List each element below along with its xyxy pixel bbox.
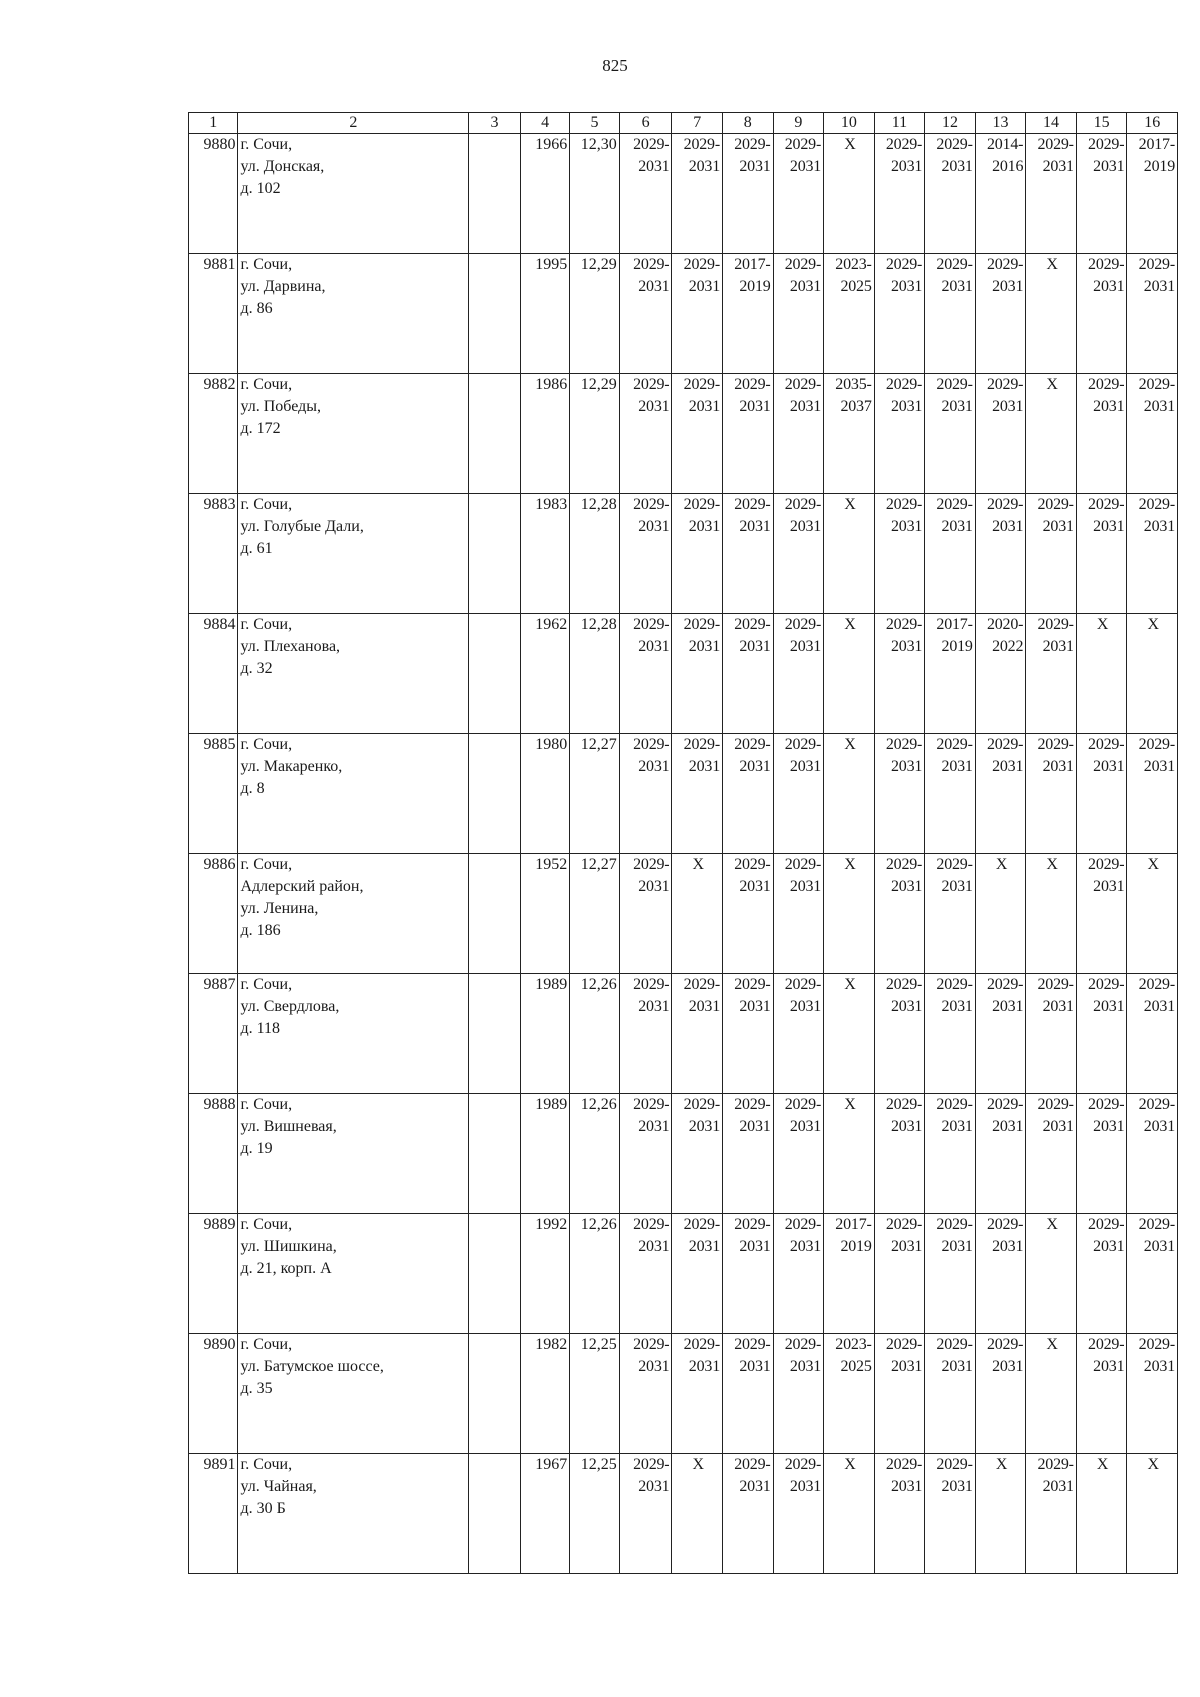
table-row	[189, 1454, 1178, 1574]
period-cell-col-10: Х	[824, 134, 875, 254]
table-row	[189, 134, 1178, 254]
period-cell-col-9: 2029- 2031	[773, 374, 824, 494]
period-cell-col-16: Х	[1127, 614, 1178, 734]
period-cell-col-12: 2029- 2031	[925, 134, 976, 254]
year-cell: 1962	[520, 614, 569, 734]
period-cell-col-11: 2029- 2031	[874, 854, 925, 974]
period-cell-col-16: Х	[1127, 854, 1178, 974]
period-cell-col-6: 2029- 2031	[619, 374, 672, 494]
value-cell: 12,30	[570, 134, 619, 254]
period-cell-col-8: 2029- 2031	[723, 374, 774, 494]
period-cell-col-11: 2029- 2031	[874, 1214, 925, 1334]
period-cell-col-6: 2029- 2031	[619, 1214, 672, 1334]
period-cell-col-10: Х	[824, 1094, 875, 1214]
record-number: 9883	[189, 494, 238, 614]
period-cell-col-7: 2029- 2031	[672, 974, 723, 1094]
period-cell-col-9: 2029- 2031	[773, 1214, 824, 1334]
period-cell-col-7: 2029- 2031	[672, 1334, 723, 1454]
period-cell-col-11: 2029- 2031	[874, 1094, 925, 1214]
table-header-row	[189, 113, 1178, 134]
period-cell-col-14: Х	[1026, 254, 1077, 374]
period-cell-col-12: 2017- 2019	[925, 614, 976, 734]
period-cell-col-10: Х	[824, 1454, 875, 1574]
period-cell-col-15: 2029- 2031	[1076, 374, 1127, 494]
period-cell-col-9: 2029- 2031	[773, 734, 824, 854]
period-cell-col-14: Х	[1026, 854, 1077, 974]
record-number: 9888	[189, 1094, 238, 1214]
period-cell-col-15: 2029- 2031	[1076, 1094, 1127, 1214]
period-cell-col-11: 2029- 2031	[874, 614, 925, 734]
value-cell: 12,28	[570, 614, 619, 734]
period-cell-col-12: 2029- 2031	[925, 1094, 976, 1214]
column-header-15: 15	[1076, 113, 1127, 134]
year-cell: 1982	[520, 1334, 569, 1454]
period-cell-col-10: Х	[824, 974, 875, 1094]
table-row	[189, 614, 1178, 734]
period-cell-col-11: 2029- 2031	[874, 134, 925, 254]
record-number: 9890	[189, 1334, 238, 1454]
period-cell-col-8: 2029- 2031	[723, 1094, 774, 1214]
value-cell: 12,25	[570, 1454, 619, 1574]
column-header-1: 1	[189, 113, 238, 134]
period-cell-col-15: 2029- 2031	[1076, 974, 1127, 1094]
period-cell-col-13: 2029- 2031	[975, 974, 1026, 1094]
period-cell-col-8: 2029- 2031	[723, 734, 774, 854]
column-3-cell	[469, 1454, 521, 1574]
column-3-cell	[469, 494, 521, 614]
value-cell: 12,28	[570, 494, 619, 614]
address-cell: г. Сочи, ул. Донская, д. 102	[238, 134, 469, 254]
period-cell-col-15: 2029- 2031	[1076, 1214, 1127, 1334]
period-cell-col-11: 2029- 2031	[874, 254, 925, 374]
address-cell: г. Сочи, ул. Макаренко, д. 8	[238, 734, 469, 854]
year-cell: 1989	[520, 974, 569, 1094]
column-3-cell	[469, 134, 521, 254]
period-cell-col-8: 2029- 2031	[723, 134, 774, 254]
column-header-5: 5	[570, 113, 619, 134]
period-cell-col-16: 2029- 2031	[1127, 1214, 1178, 1334]
period-cell-col-12: 2029- 2031	[925, 374, 976, 494]
column-3-cell	[469, 1094, 521, 1214]
column-3-cell	[469, 254, 521, 374]
period-cell-col-13: 2029- 2031	[975, 374, 1026, 494]
table-row	[189, 1334, 1178, 1454]
column-3-cell	[469, 1214, 521, 1334]
period-cell-col-13: 2029- 2031	[975, 494, 1026, 614]
column-header-16: 16	[1127, 113, 1178, 134]
period-cell-col-13: Х	[975, 854, 1026, 974]
period-cell-col-12: 2029- 2031	[925, 734, 976, 854]
period-cell-col-14: 2029- 2031	[1026, 1454, 1077, 1574]
period-cell-col-6: 2029- 2031	[619, 254, 672, 374]
period-cell-col-14: 2029- 2031	[1026, 614, 1077, 734]
period-cell-col-15: 2029- 2031	[1076, 134, 1127, 254]
period-cell-col-14: 2029- 2031	[1026, 134, 1077, 254]
period-cell-col-6: 2029- 2031	[619, 1454, 672, 1574]
column-header-4: 4	[520, 113, 569, 134]
column-header-8: 8	[723, 113, 774, 134]
register-table	[188, 112, 1178, 1574]
period-cell-col-8: 2017- 2019	[723, 254, 774, 374]
period-cell-col-12: 2029- 2031	[925, 1454, 976, 1574]
year-cell: 1983	[520, 494, 569, 614]
period-cell-col-7: 2029- 2031	[672, 1214, 723, 1334]
year-cell: 1995	[520, 254, 569, 374]
period-cell-col-7: 2029- 2031	[672, 614, 723, 734]
record-number: 9887	[189, 974, 238, 1094]
period-cell-col-10: 2017- 2019	[824, 1214, 875, 1334]
period-cell-col-8: 2029- 2031	[723, 1214, 774, 1334]
year-cell: 1966	[520, 134, 569, 254]
table-row	[189, 254, 1178, 374]
column-header-10: 10	[824, 113, 875, 134]
record-number: 9889	[189, 1214, 238, 1334]
record-number: 9886	[189, 854, 238, 974]
page-number: 825	[602, 56, 628, 75]
column-3-cell	[469, 734, 521, 854]
period-cell-col-7: 2029- 2031	[672, 1094, 723, 1214]
column-header-13: 13	[975, 113, 1026, 134]
record-number: 9891	[189, 1454, 238, 1574]
record-number: 9884	[189, 614, 238, 734]
period-cell-col-6: 2029- 2031	[619, 494, 672, 614]
address-cell: г. Сочи, ул. Победы, д. 172	[238, 374, 469, 494]
table-row	[189, 734, 1178, 854]
period-cell-col-9: 2029- 2031	[773, 134, 824, 254]
address-cell: г. Сочи, ул. Голубые Дали, д. 61	[238, 494, 469, 614]
period-cell-col-16: 2029- 2031	[1127, 734, 1178, 854]
period-cell-col-11: 2029- 2031	[874, 974, 925, 1094]
value-cell: 12,25	[570, 1334, 619, 1454]
period-cell-col-15: 2029- 2031	[1076, 734, 1127, 854]
period-cell-col-6: 2029- 2031	[619, 134, 672, 254]
value-cell: 12,27	[570, 854, 619, 974]
period-cell-col-15: 2029- 2031	[1076, 494, 1127, 614]
table-body	[189, 134, 1178, 1574]
period-cell-col-8: 2029- 2031	[723, 974, 774, 1094]
period-cell-col-14: 2029- 2031	[1026, 494, 1077, 614]
value-cell: 12,26	[570, 1094, 619, 1214]
period-cell-col-9: 2029- 2031	[773, 1094, 824, 1214]
period-cell-col-16: Х	[1127, 1454, 1178, 1574]
period-cell-col-14: Х	[1026, 374, 1077, 494]
address-cell: г. Сочи, ул. Свердлова, д. 118	[238, 974, 469, 1094]
period-cell-col-13: 2029- 2031	[975, 734, 1026, 854]
column-header-3: 3	[469, 113, 521, 134]
column-3-cell	[469, 614, 521, 734]
period-cell-col-7: 2029- 2031	[672, 254, 723, 374]
period-cell-col-16: 2029- 2031	[1127, 254, 1178, 374]
period-cell-col-8: 2029- 2031	[723, 1334, 774, 1454]
record-number: 9882	[189, 374, 238, 494]
column-header-6: 6	[619, 113, 672, 134]
period-cell-col-12: 2029- 2031	[925, 254, 976, 374]
period-cell-col-10: 2023- 2025	[824, 1334, 875, 1454]
period-cell-col-14: 2029- 2031	[1026, 734, 1077, 854]
period-cell-col-8: 2029- 2031	[723, 494, 774, 614]
period-cell-col-6: 2029- 2031	[619, 974, 672, 1094]
year-cell: 1989	[520, 1094, 569, 1214]
period-cell-col-7: 2029- 2031	[672, 734, 723, 854]
column-3-cell	[469, 974, 521, 1094]
period-cell-col-6: 2029- 2031	[619, 734, 672, 854]
period-cell-col-16: 2029- 2031	[1127, 374, 1178, 494]
period-cell-col-16: 2017- 2019	[1127, 134, 1178, 254]
period-cell-col-10: Х	[824, 734, 875, 854]
period-cell-col-13: 2029- 2031	[975, 1094, 1026, 1214]
period-cell-col-10: Х	[824, 494, 875, 614]
period-cell-col-7: Х	[672, 1454, 723, 1574]
record-number: 9885	[189, 734, 238, 854]
period-cell-col-11: 2029- 2031	[874, 1334, 925, 1454]
period-cell-col-6: 2029- 2031	[619, 1334, 672, 1454]
period-cell-col-12: 2029- 2031	[925, 854, 976, 974]
period-cell-col-16: 2029- 2031	[1127, 974, 1178, 1094]
period-cell-col-7: Х	[672, 854, 723, 974]
period-cell-col-14: 2029- 2031	[1026, 974, 1077, 1094]
period-cell-col-10: Х	[824, 614, 875, 734]
table-row	[189, 374, 1178, 494]
period-cell-col-9: 2029- 2031	[773, 494, 824, 614]
period-cell-col-9: 2029- 2031	[773, 1334, 824, 1454]
period-cell-col-13: 2029- 2031	[975, 1334, 1026, 1454]
value-cell: 12,29	[570, 374, 619, 494]
year-cell: 1980	[520, 734, 569, 854]
period-cell-col-9: 2029- 2031	[773, 974, 824, 1094]
period-cell-col-13: 2029- 2031	[975, 254, 1026, 374]
address-cell: г. Сочи, ул. Чайная, д. 30 Б	[238, 1454, 469, 1574]
period-cell-col-9: 2029- 2031	[773, 1454, 824, 1574]
address-cell: г. Сочи, ул. Плеханова, д. 32	[238, 614, 469, 734]
address-cell: г. Сочи, ул. Вишневая, д. 19	[238, 1094, 469, 1214]
period-cell-col-14: 2029- 2031	[1026, 1094, 1077, 1214]
period-cell-col-9: 2029- 2031	[773, 254, 824, 374]
period-cell-col-7: 2029- 2031	[672, 134, 723, 254]
period-cell-col-8: 2029- 2031	[723, 614, 774, 734]
period-cell-col-8: 2029- 2031	[723, 1454, 774, 1574]
column-3-cell	[469, 1334, 521, 1454]
column-header-2: 2	[238, 113, 469, 134]
address-cell: г. Сочи, ул. Дарвина, д. 86	[238, 254, 469, 374]
period-cell-col-15: Х	[1076, 1454, 1127, 1574]
year-cell: 1986	[520, 374, 569, 494]
period-cell-col-12: 2029- 2031	[925, 494, 976, 614]
period-cell-col-12: 2029- 2031	[925, 1214, 976, 1334]
table-row	[189, 974, 1178, 1094]
column-header-11: 11	[874, 113, 925, 134]
period-cell-col-6: 2029- 2031	[619, 1094, 672, 1214]
table-row	[189, 1214, 1178, 1334]
value-cell: 12,27	[570, 734, 619, 854]
table-row	[189, 1094, 1178, 1214]
record-number: 9881	[189, 254, 238, 374]
period-cell-col-11: 2029- 2031	[874, 1454, 925, 1574]
period-cell-col-15: 2029- 2031	[1076, 1334, 1127, 1454]
period-cell-col-15: Х	[1076, 614, 1127, 734]
period-cell-col-10: 2035- 2037	[824, 374, 875, 494]
period-cell-col-13: 2029- 2031	[975, 1214, 1026, 1334]
period-cell-col-11: 2029- 2031	[874, 374, 925, 494]
period-cell-col-16: 2029- 2031	[1127, 1334, 1178, 1454]
record-number: 9880	[189, 134, 238, 254]
address-cell: г. Сочи, ул. Шишкина, д. 21, корп. А	[238, 1214, 469, 1334]
value-cell: 12,26	[570, 974, 619, 1094]
column-header-9: 9	[773, 113, 824, 134]
period-cell-col-13: Х	[975, 1454, 1026, 1574]
value-cell: 12,29	[570, 254, 619, 374]
period-cell-col-16: 2029- 2031	[1127, 1094, 1178, 1214]
period-cell-col-6: 2029- 2031	[619, 854, 672, 974]
address-cell: г. Сочи, ул. Батумское шоссе, д. 35	[238, 1334, 469, 1454]
table-row	[189, 494, 1178, 614]
period-cell-col-8: 2029- 2031	[723, 854, 774, 974]
column-3-cell	[469, 854, 521, 974]
period-cell-col-15: 2029- 2031	[1076, 854, 1127, 974]
period-cell-col-14: Х	[1026, 1334, 1077, 1454]
column-header-7: 7	[672, 113, 723, 134]
column-header-12: 12	[925, 113, 976, 134]
period-cell-col-7: 2029- 2031	[672, 494, 723, 614]
period-cell-col-10: 2023- 2025	[824, 254, 875, 374]
year-cell: 1967	[520, 1454, 569, 1574]
period-cell-col-9: 2029- 2031	[773, 614, 824, 734]
value-cell: 12,26	[570, 1214, 619, 1334]
period-cell-col-7: 2029- 2031	[672, 374, 723, 494]
address-cell: г. Сочи, Адлерский район, ул. Ленина, д. 186	[238, 854, 469, 974]
period-cell-col-15: 2029- 2031	[1076, 254, 1127, 374]
period-cell-col-12: 2029- 2031	[925, 974, 976, 1094]
column-3-cell	[469, 374, 521, 494]
period-cell-col-13: 2020- 2022	[975, 614, 1026, 734]
period-cell-col-10: Х	[824, 854, 875, 974]
period-cell-col-9: 2029- 2031	[773, 854, 824, 974]
year-cell: 1952	[520, 854, 569, 974]
period-cell-col-12: 2029- 2031	[925, 1334, 976, 1454]
period-cell-col-11: 2029- 2031	[874, 494, 925, 614]
table-row	[189, 854, 1178, 974]
period-cell-col-16: 2029- 2031	[1127, 494, 1178, 614]
year-cell: 1992	[520, 1214, 569, 1334]
period-cell-col-14: Х	[1026, 1214, 1077, 1334]
column-header-14: 14	[1026, 113, 1077, 134]
period-cell-col-11: 2029- 2031	[874, 734, 925, 854]
period-cell-col-6: 2029- 2031	[619, 614, 672, 734]
period-cell-col-13: 2014- 2016	[975, 134, 1026, 254]
